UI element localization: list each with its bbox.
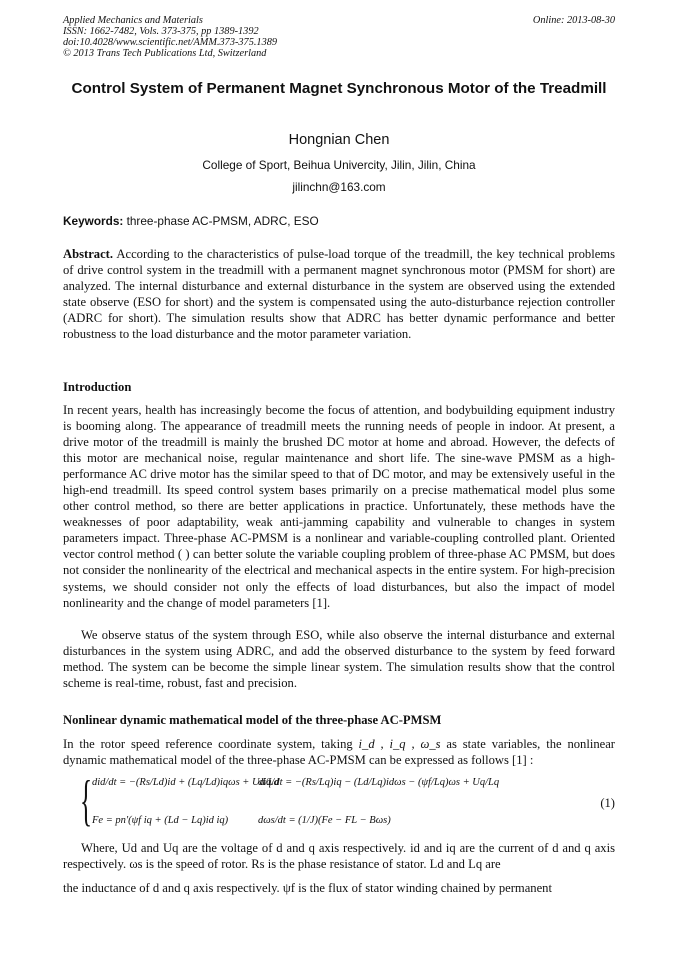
doi-line[interactable]: doi:10.4028/www.scientific.net/AMM.373-375.1389	[63, 37, 278, 48]
where-line-1: Where, Ud and Uq are the voltage of d and q axis respectively. id and iq are the current of d and q axis respectively. ωs is the speed of rotor. Rs is the phase resistance of stator. Ld and Lq are	[63, 841, 615, 872]
intro-paragraph-1: In recent years, health has increasingly become the focus of attention, and bodybuilding equipment industry is booming along. The appearance of treadmill meets the running needs of people in indoor. At present, a drive motor of the treadmill is mainly the brushed DC motor at home and abroad. However, the defects of this motor are mechanical noise, regular maintenance and short life. The sine-wave PMSM as a high-performance AC drive motor has the similar speed to that of DC motor, and may be extensively useful in the high-end treadmill. Its speed control system bases primarily on a precise mathematical model plus some other control method, so there are better applications in practice. Unfortunately, these methods have the weaknesses of poor adaptability, weak anti-jamming capability and vulnerable to changes in system parameters impact. Three-phase AC-PMSM is a nonlinear and variable-coupling controlled plant. Oriented vector control method ( ) can better solute the variable coupling problem of three-phase AC PMSM, but does not consider the nonlinearity of the electrical and mechanical aspects in the entire system. For high-precision systems, we should consider not only the effects of load disturbances, but also the impact of model nonlinearity and the change of model parameters [1].	[63, 403, 615, 610]
abstract-label: Abstract.	[63, 247, 114, 261]
keywords	[63, 214, 319, 228]
model-heading: Nonlinear dynamic mathematical model of the three-phase AC-PMSM	[63, 713, 442, 727]
equation-dws: dωs/dt = (1/J)(Fe − FL − Bωs)	[258, 815, 391, 826]
keywords-label: Keywords:	[63, 214, 124, 228]
state-variables: i_d , i_q , ω_s	[358, 737, 441, 751]
abstract-text: According to the characteristics of pulse-load torque of the treadmill, the key technical problems of drive control system in the treadmill with a permanent magnet synchronous motor (PMSM for short) are analyzed. The internal disturbance and external disturbance in the system are observed using the extended state observe (ESO for short) and the system is compensated using the auto-disturbance rejection controller (ADRC for short). The simulation results show that ADRC has better dynamic performance and better robustness to the load disturbance and the motor parameter variation.	[63, 247, 615, 342]
author-email[interactable]: jilinchn@163.com	[292, 180, 386, 194]
keywords-text: three-phase AC-PMSM, ADRC, ESO	[123, 214, 319, 228]
equation-fe: Fe = pn'(ψf iq + (Ld − Lq)id iq)	[92, 815, 229, 826]
author-name: Hongnian Chen	[288, 132, 390, 148]
intro-heading: Introduction	[63, 380, 132, 394]
where-line-2: the inductance of d and q axis respectively. ψf is the flux of stator winding chained by permanent	[63, 881, 552, 895]
journal-name: Applied Mechanics and Materials	[63, 15, 203, 26]
model-text-b: as state variables, the nonlinear dynamic mathematical model of the three-phase AC-PMSM can be expressed as follows [1] :	[63, 737, 615, 768]
paper-title: Control System of Permanent Magnet Synchronous Motor of the Treadmill	[71, 80, 607, 97]
copyright-line: © 2013 Trans Tech Publications Ltd, Switzerland	[63, 48, 267, 59]
abstract	[63, 246, 615, 342]
equation-1	[80, 770, 615, 833]
journal-header	[63, 15, 615, 59]
equation-diq: diq/dt = −(Rs/Lq)iq − (Ld/Lq)idωs − (ψf/Lq)ωs + Uq/Lq	[258, 777, 500, 788]
intro-paragraph-2: We observe status of the system through ESO, while also observe the internal disturbance and external disturbances in the system using ADRC, and add the observed disturbance to the system by feed forward method. The system can be become the simple linear system. The simulation results show that the control scheme is real-time, robust, fast and precision.	[63, 628, 615, 691]
model-text-a: In the rotor speed reference coordinate system, taking	[63, 737, 359, 751]
equation-number: (1)	[600, 796, 615, 810]
online-date: Online: 2013-08-30	[532, 15, 615, 26]
author-affiliation: College of Sport, Beihua Univercity, Jilin, Jilin, China	[202, 158, 476, 172]
equation-brace: {	[80, 770, 93, 832]
equation-did: did/dt = −(Rs/Ld)id + (Lq/Ld)iqωs + Ud/Ld	[92, 777, 279, 788]
issn-line: ISSN: 1662-7482, Vols. 373-375, pp 1389-1392	[63, 26, 259, 37]
model-paragraph	[63, 736, 615, 768]
